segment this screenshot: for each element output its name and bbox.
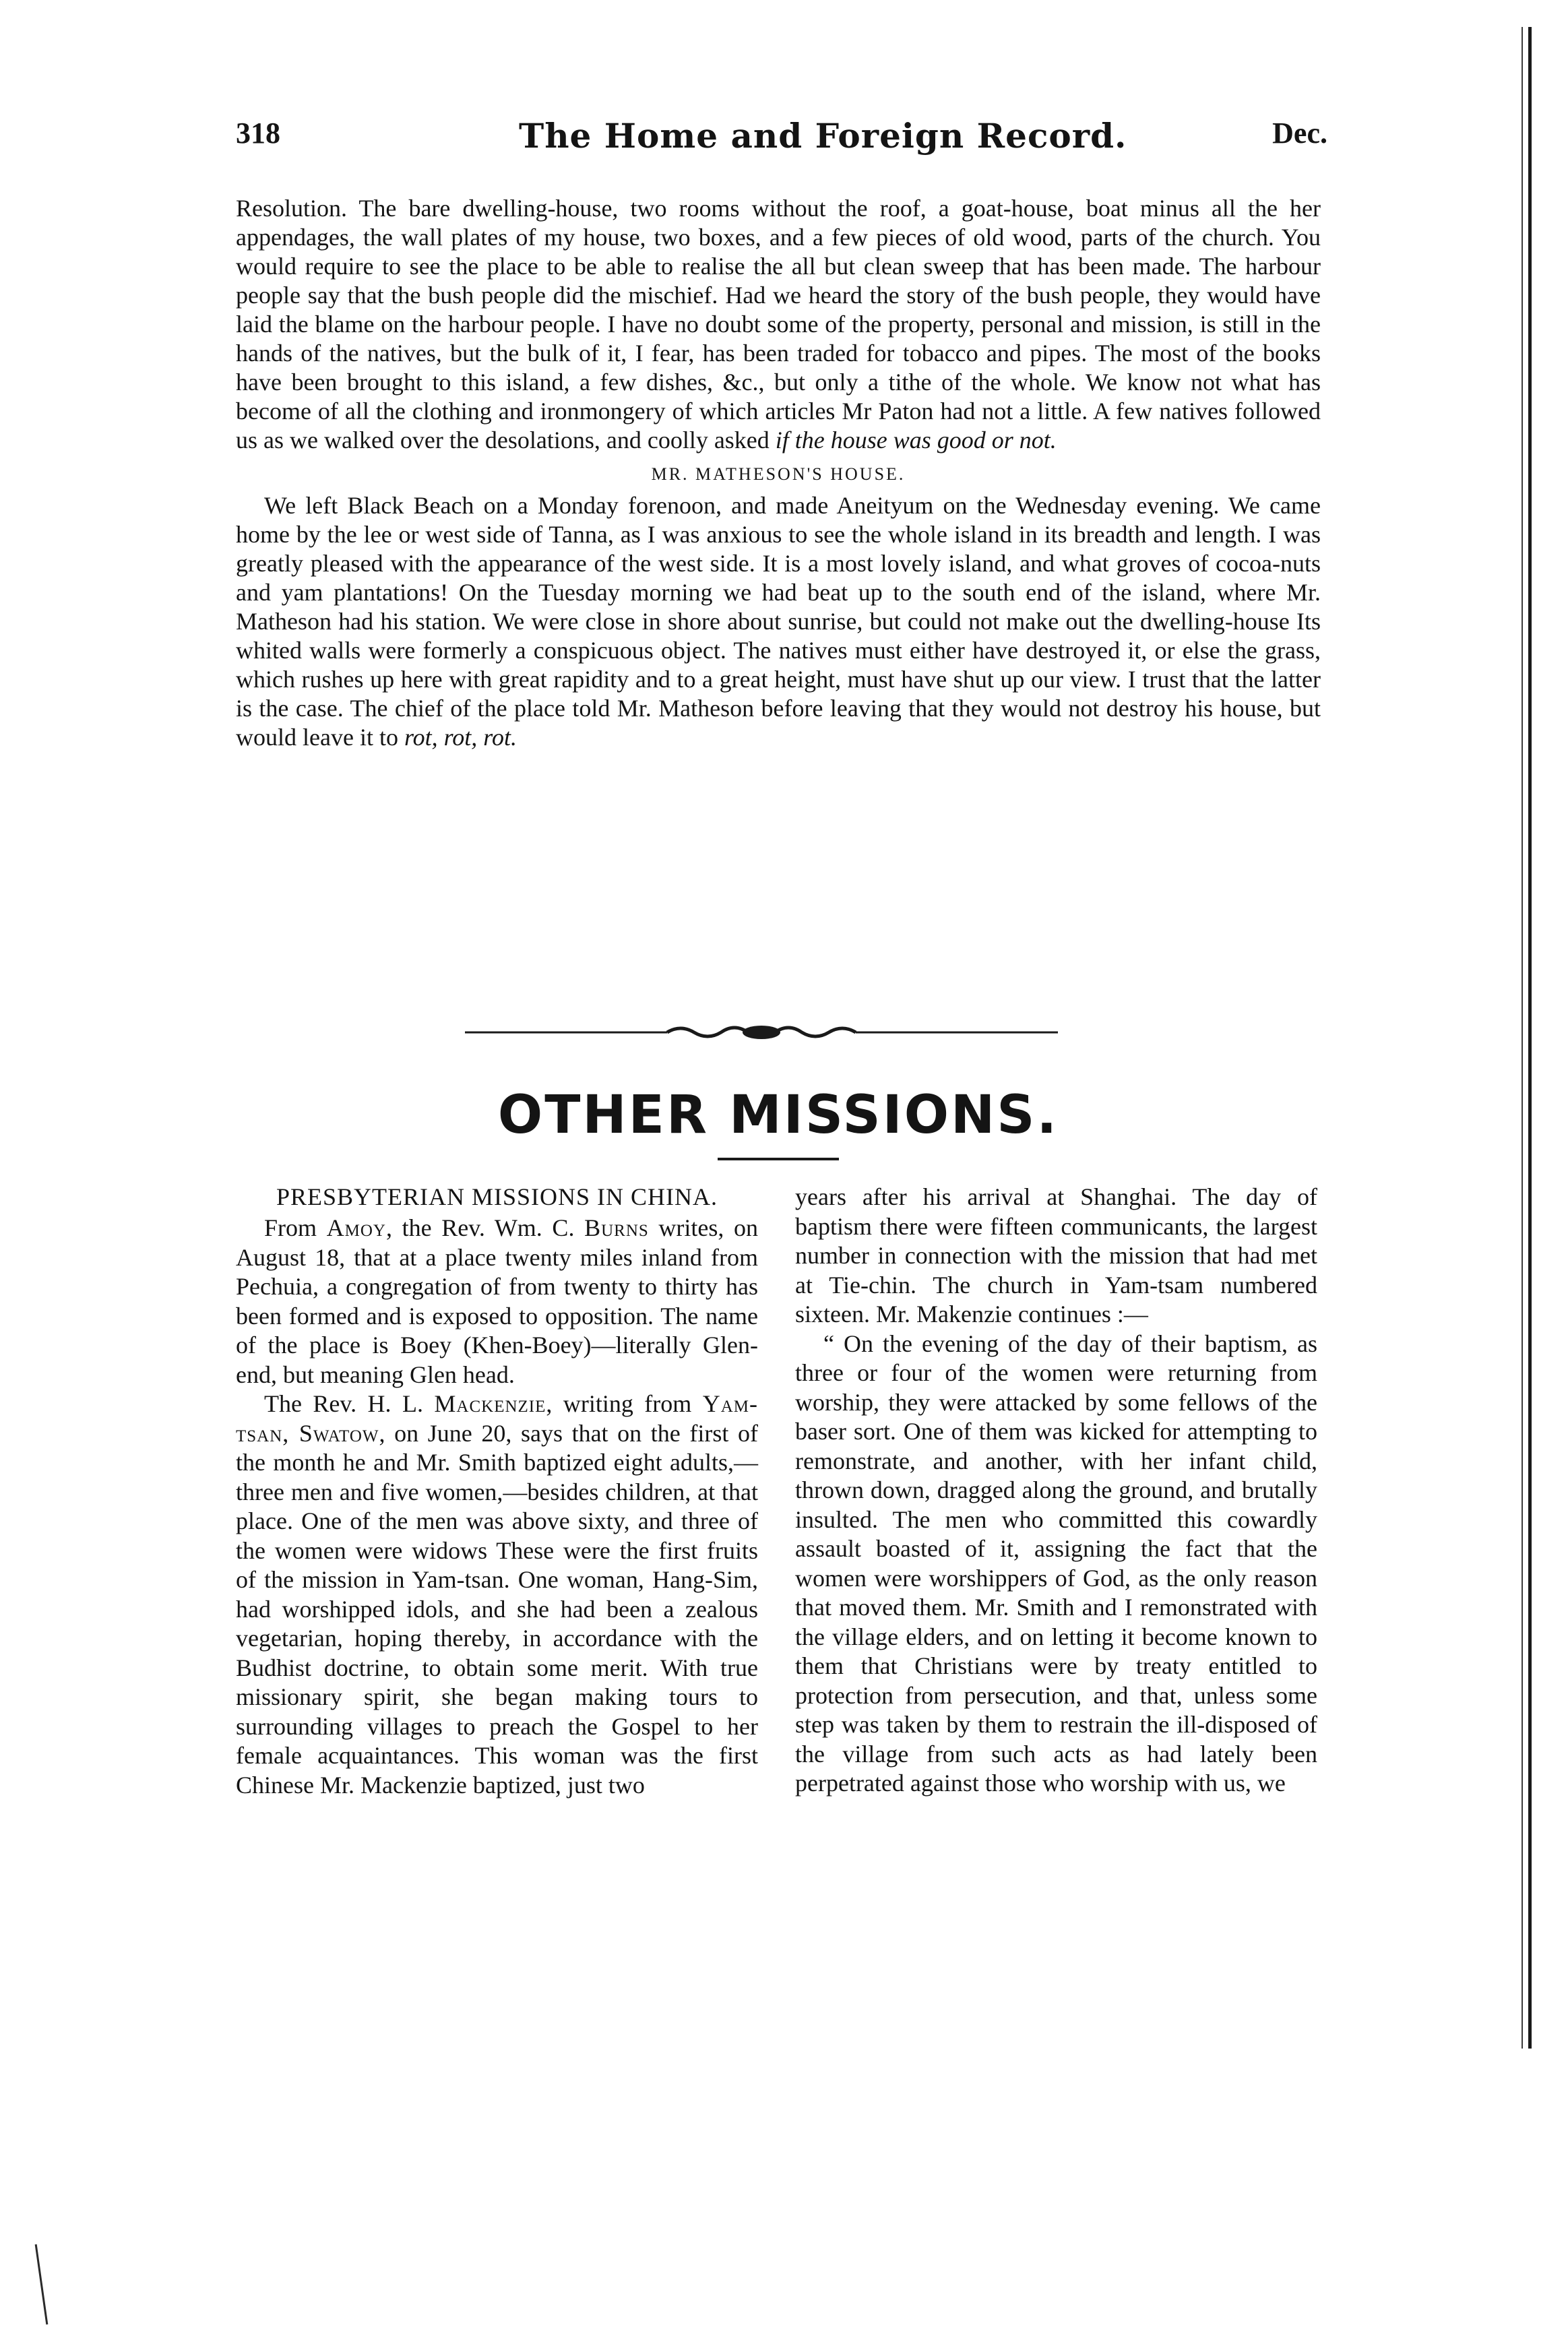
right-column xyxy=(795,1183,1317,1799)
column-paragraph: “ On the evening of the day of their baptism, as three or four of the women were returning from worship, they were attacked by some fellows of the baser sort. One of them was kicked for attempting to remonstrate, and another, with her infant child, thrown down, dragged along the ground, and brutally insulted. The men who committed this cowardly assault boasted of it, assigning the fact that the women were worshippers of God, as the only reason that moved them. Mr. Smith and I remonstrated with the village elders, and on letting it become known to them that Christians were by treaty entitled to protection from persecution, and that, unless some step was taken by them to restrain the ill-disposed of the village from such acts as had lately been perpetrated against those who worship with us, we xyxy=(795,1330,1317,1797)
running-header xyxy=(236,116,1327,163)
article-subheading: MR. MATHESON'S HOUSE. xyxy=(651,464,906,484)
ornament-divider xyxy=(465,1019,1058,1046)
header-month: Dec. xyxy=(1272,117,1327,150)
scan-margin-rule xyxy=(1528,27,1532,2049)
left-column xyxy=(236,1183,758,1800)
title-rule xyxy=(718,1158,839,1160)
scan-edge-mark xyxy=(35,2244,49,2324)
column-paragraph: The Rev. H. L. Mackenzie, writing from Yam-tsan, Swatow, on June 20, says that on the first of the month he and Mr. Smith baptized eight adults,—three men and five women,—besides children, at that place. One of the men was above sixty, and three of the women were widows These were the first fruits of the mission in Yam-tsan. One woman, Hang-Sim, had worshipped idols, and she had been a zealous vegetarian, hoping thereby, in accordance with the Budhist doctrine, to obtain some merit. With true missionary spirit, she began making tours to surrounding villages to preach the Gospel to her female acquaintances. This woman was the first Chinese Mr. Mackenzie baptized, just two xyxy=(236,1390,759,1799)
journal-title: The Home and Foreign Record. xyxy=(519,116,1127,156)
article-paragraph: We left Black Beach on a Monday forenoon, and made Aneityum on the Wednesday evening. We came home by the lee or west side of Tanna, as I was anxious to see the whole island in its breadth and length. I was greatly pleased with the appearance of the west side. It is a most lovely island, and what groves of cocoa-nuts and yam plantations! On the Tuesday morning we had beat up to the south end of the island, where Mr. Matheson had his station. We were close in shore about sunrise, but could not make out the dwelling-house Its whited walls were formerly a conspicuous object. The natives must either have destroyed it, or else the grass, which rushes up here with great rapidity and to a great height, must have shut up our view. I trust that the latter is the case. The chief of the place told Mr. Matheson before leaving that they would not destroy his house, but would leave it to rot, rot, rot. xyxy=(236,492,1321,751)
column-paragraph: years after his arrival at Shanghai. The day of baptism there were fifteen communicants, the largest number in connection with the mission that had met at Tie-chin. The church in Yam-tsam numbered sixteen. Mr. Makenzie continues :— xyxy=(795,1183,1317,1328)
page-number: 318 xyxy=(236,117,280,150)
scan-margin-rule-thin xyxy=(1522,27,1523,2049)
column-heading: PRESBYTERIAN MISSIONS IN CHINA. xyxy=(276,1183,718,1210)
section-title: OTHER MISSIONS. xyxy=(497,1085,1059,1146)
article-paragraph: Resolution. The bare dwelling-house, two rooms without the roof, a goat-house, boat minus all the her appendages, the wall plates of my house, two boxes, and a few pieces of old wood, parts of the church. You would require to see the place to be able to realise the all but clean sweep that has been made. The harbour people say that the bush people did the mischief. Had we heard the story of the bush people, they would have laid the blame on the harbour people. I have no doubt some of the property, personal and mission, is still in the hands of the natives, but the bulk of it, I fear, has been traded for tobacco and pipes. The most of the books have been brought to this island, a few dishes, &c., but only a tithe of the whole. We know not what has become of all the clothing and ironmongery of which articles Mr Paton had not a little. A few natives followed us as we walked over the desolations, and coolly asked if the house was good or not. xyxy=(236,195,1321,454)
continued-article xyxy=(236,194,1321,752)
column-paragraph: From Amoy, the Rev. Wm. C. Burns writes, on August 18, that at a place twenty miles inland from Pechuia, a congregation of from twenty to thirty has been formed and is exposed to opposition. The name of the place is Boey (Khen-Boey)—literally Glen-end, but meaning Glen head. xyxy=(236,1214,759,1388)
